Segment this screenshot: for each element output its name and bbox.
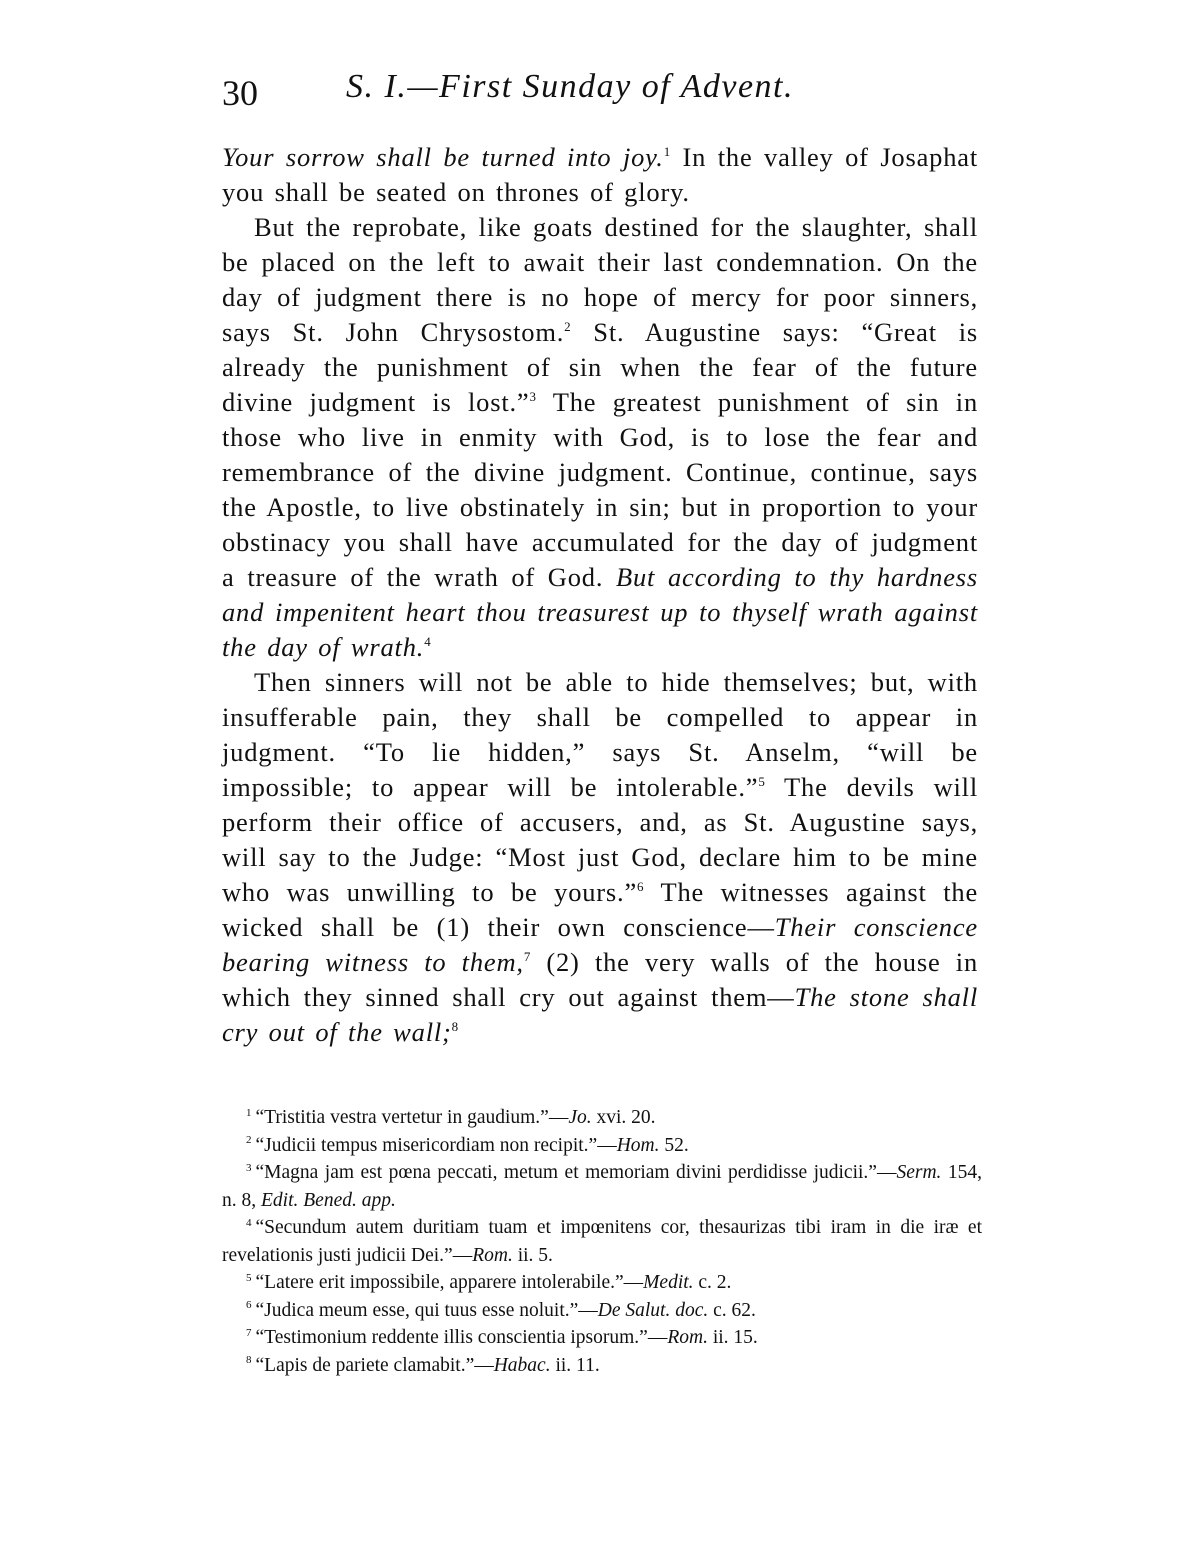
footnote-number: 1	[246, 1106, 252, 1119]
footnote	[222, 1297, 982, 1325]
footnote-ref: 5	[758, 774, 766, 790]
paragraph-2	[222, 210, 978, 665]
footnote-ref: 4	[424, 634, 432, 650]
body-text	[222, 140, 978, 1050]
footnote-text: “Judicii tempus misericordiam non recipit.”—	[255, 1134, 617, 1156]
footnote-text: “Lapis de pariete clamabit.”—	[255, 1354, 494, 1376]
footnote-source: Edit. Bened. app.	[261, 1189, 396, 1211]
footnote-text: “Secundum autem duritiam tuam et impœnitens cor, thesaurizas tibi iram in die iræ et revelationis justi judicii Dei.”—	[222, 1217, 982, 1266]
footnote-ref: 3	[529, 389, 537, 405]
footnote-number: 7	[246, 1326, 252, 1339]
paragraph-text: Then sinners will not be able to hide themselves; but, with insufferable pain, they shall be compelled to appear in judgment. “To lie hidden,” says St. Anselm, “will be impossible; to appear will be intolerable.”	[222, 667, 978, 802]
paragraph-text: The greatest punishment of sin in those who live in enmity with God, is to lose the fear and remembrance of the divine judgment. Continue, continue, says the Apostle, to live obstinately in sin; but in proportion to your obstinacy you shall have accumulated for the day of judgment a treasure of the wrath of God.	[222, 387, 979, 592]
footnote-number: 4	[246, 1216, 252, 1229]
footnote-source: Medit.	[643, 1272, 694, 1293]
footnote	[222, 1159, 982, 1214]
paragraph-text: St. Augustine says: “Great is already the punishment of sin when the fear of the future divine judgment is lost.”	[222, 317, 978, 417]
footnote-citation: c. 2.	[693, 1272, 732, 1293]
footnote	[222, 1324, 982, 1352]
page-header	[222, 68, 982, 118]
running-title: S. I.—First Sunday of Advent.	[346, 68, 794, 105]
paragraph-text: But the reprobate, like goats destined for the slaughter, shall be placed on the left to await their last condemnation. On the day of judgment there is no hope of mercy for poor sinners, says St. John Chrysostom.	[222, 212, 978, 347]
footnote	[222, 1132, 982, 1160]
paragraph-text: In the valley of Josaphat you shall be seated on thrones of glory.	[222, 142, 978, 207]
footnote-text: “Tristitia vestra vertetur in gaudium.”—	[255, 1107, 569, 1128]
footnote	[222, 1214, 982, 1269]
paragraph-text: The devils will perform their office of accusers, and, as St. Augustine says, will say to the Judge: “Most just God, declare him to be mine who was unwilling to be yours.”	[222, 772, 978, 907]
footnote-text: “Testimonium reddente illis conscientia ipsorum.”—	[255, 1327, 668, 1348]
footnote-ref: 6	[637, 879, 645, 895]
footnote-source: Habac.	[493, 1354, 551, 1376]
footnote-source: Hom.	[616, 1134, 660, 1156]
footnote-citation: 154, n. 8,	[222, 1162, 983, 1211]
footnote-number: 8	[246, 1354, 252, 1366]
footnote-number: 5	[246, 1271, 252, 1284]
footnote	[222, 1352, 982, 1380]
footnote-source: Rom.	[667, 1327, 708, 1348]
paragraph-1	[222, 140, 978, 210]
paragraph-text: (2) the very walls of the house in which they sinned shall cry out against them—	[222, 947, 978, 1012]
footnote-number: 6	[246, 1299, 252, 1311]
footnote-source: Jo.	[568, 1107, 592, 1128]
footnote-ref: 8	[451, 1019, 459, 1035]
footnote	[222, 1104, 982, 1132]
footnote-text: “Magna jam est pœna peccati, metum et memoriam divini perdidisse judicii.”—	[255, 1162, 897, 1183]
footnote-citation: ii. 5.	[512, 1244, 553, 1266]
paragraph-3	[222, 665, 978, 1050]
footnote-number: 2	[246, 1134, 252, 1146]
footnote-text: “Latere erit impossibile, apparere intolerabile.”—	[255, 1272, 644, 1293]
footnote-citation: 52.	[659, 1134, 689, 1156]
footnote-text: “Judica meum esse, qui tuus esse noluit.”—	[255, 1299, 598, 1321]
footnote-ref: 2	[564, 319, 572, 335]
footnote-source: De Salut. doc.	[597, 1299, 709, 1321]
scripture-quote: The stone shall cry out of the wall;	[222, 982, 979, 1047]
footnote-number: 3	[246, 1161, 252, 1174]
footnote-source: Serm.	[896, 1162, 942, 1183]
footnote-source: Rom.	[472, 1244, 513, 1266]
footnote-citation: c. 62.	[708, 1299, 756, 1321]
scripture-quote: Their conscience bearing witness to them,	[222, 912, 978, 977]
scripture-quote: Your sorrow shall be turned into joy.	[222, 142, 664, 172]
paragraph-text: The witnesses against the wicked shall be (1) their own conscience—	[222, 877, 979, 942]
footnote-citation: ii. 15.	[707, 1327, 758, 1348]
scripture-quote: But according to thy hardness and impenitent heart thou treasurest up to thyself wrath against the day of wrath.	[222, 562, 978, 662]
footnote	[222, 1269, 982, 1297]
footnote-citation: ii. 11.	[550, 1354, 600, 1376]
page-number: 30	[222, 73, 258, 113]
footnotes	[222, 1104, 982, 1379]
footnote-citation: xvi. 20.	[591, 1107, 656, 1128]
footnote-ref: 1	[663, 144, 672, 160]
footnote-ref: 7	[523, 949, 532, 965]
